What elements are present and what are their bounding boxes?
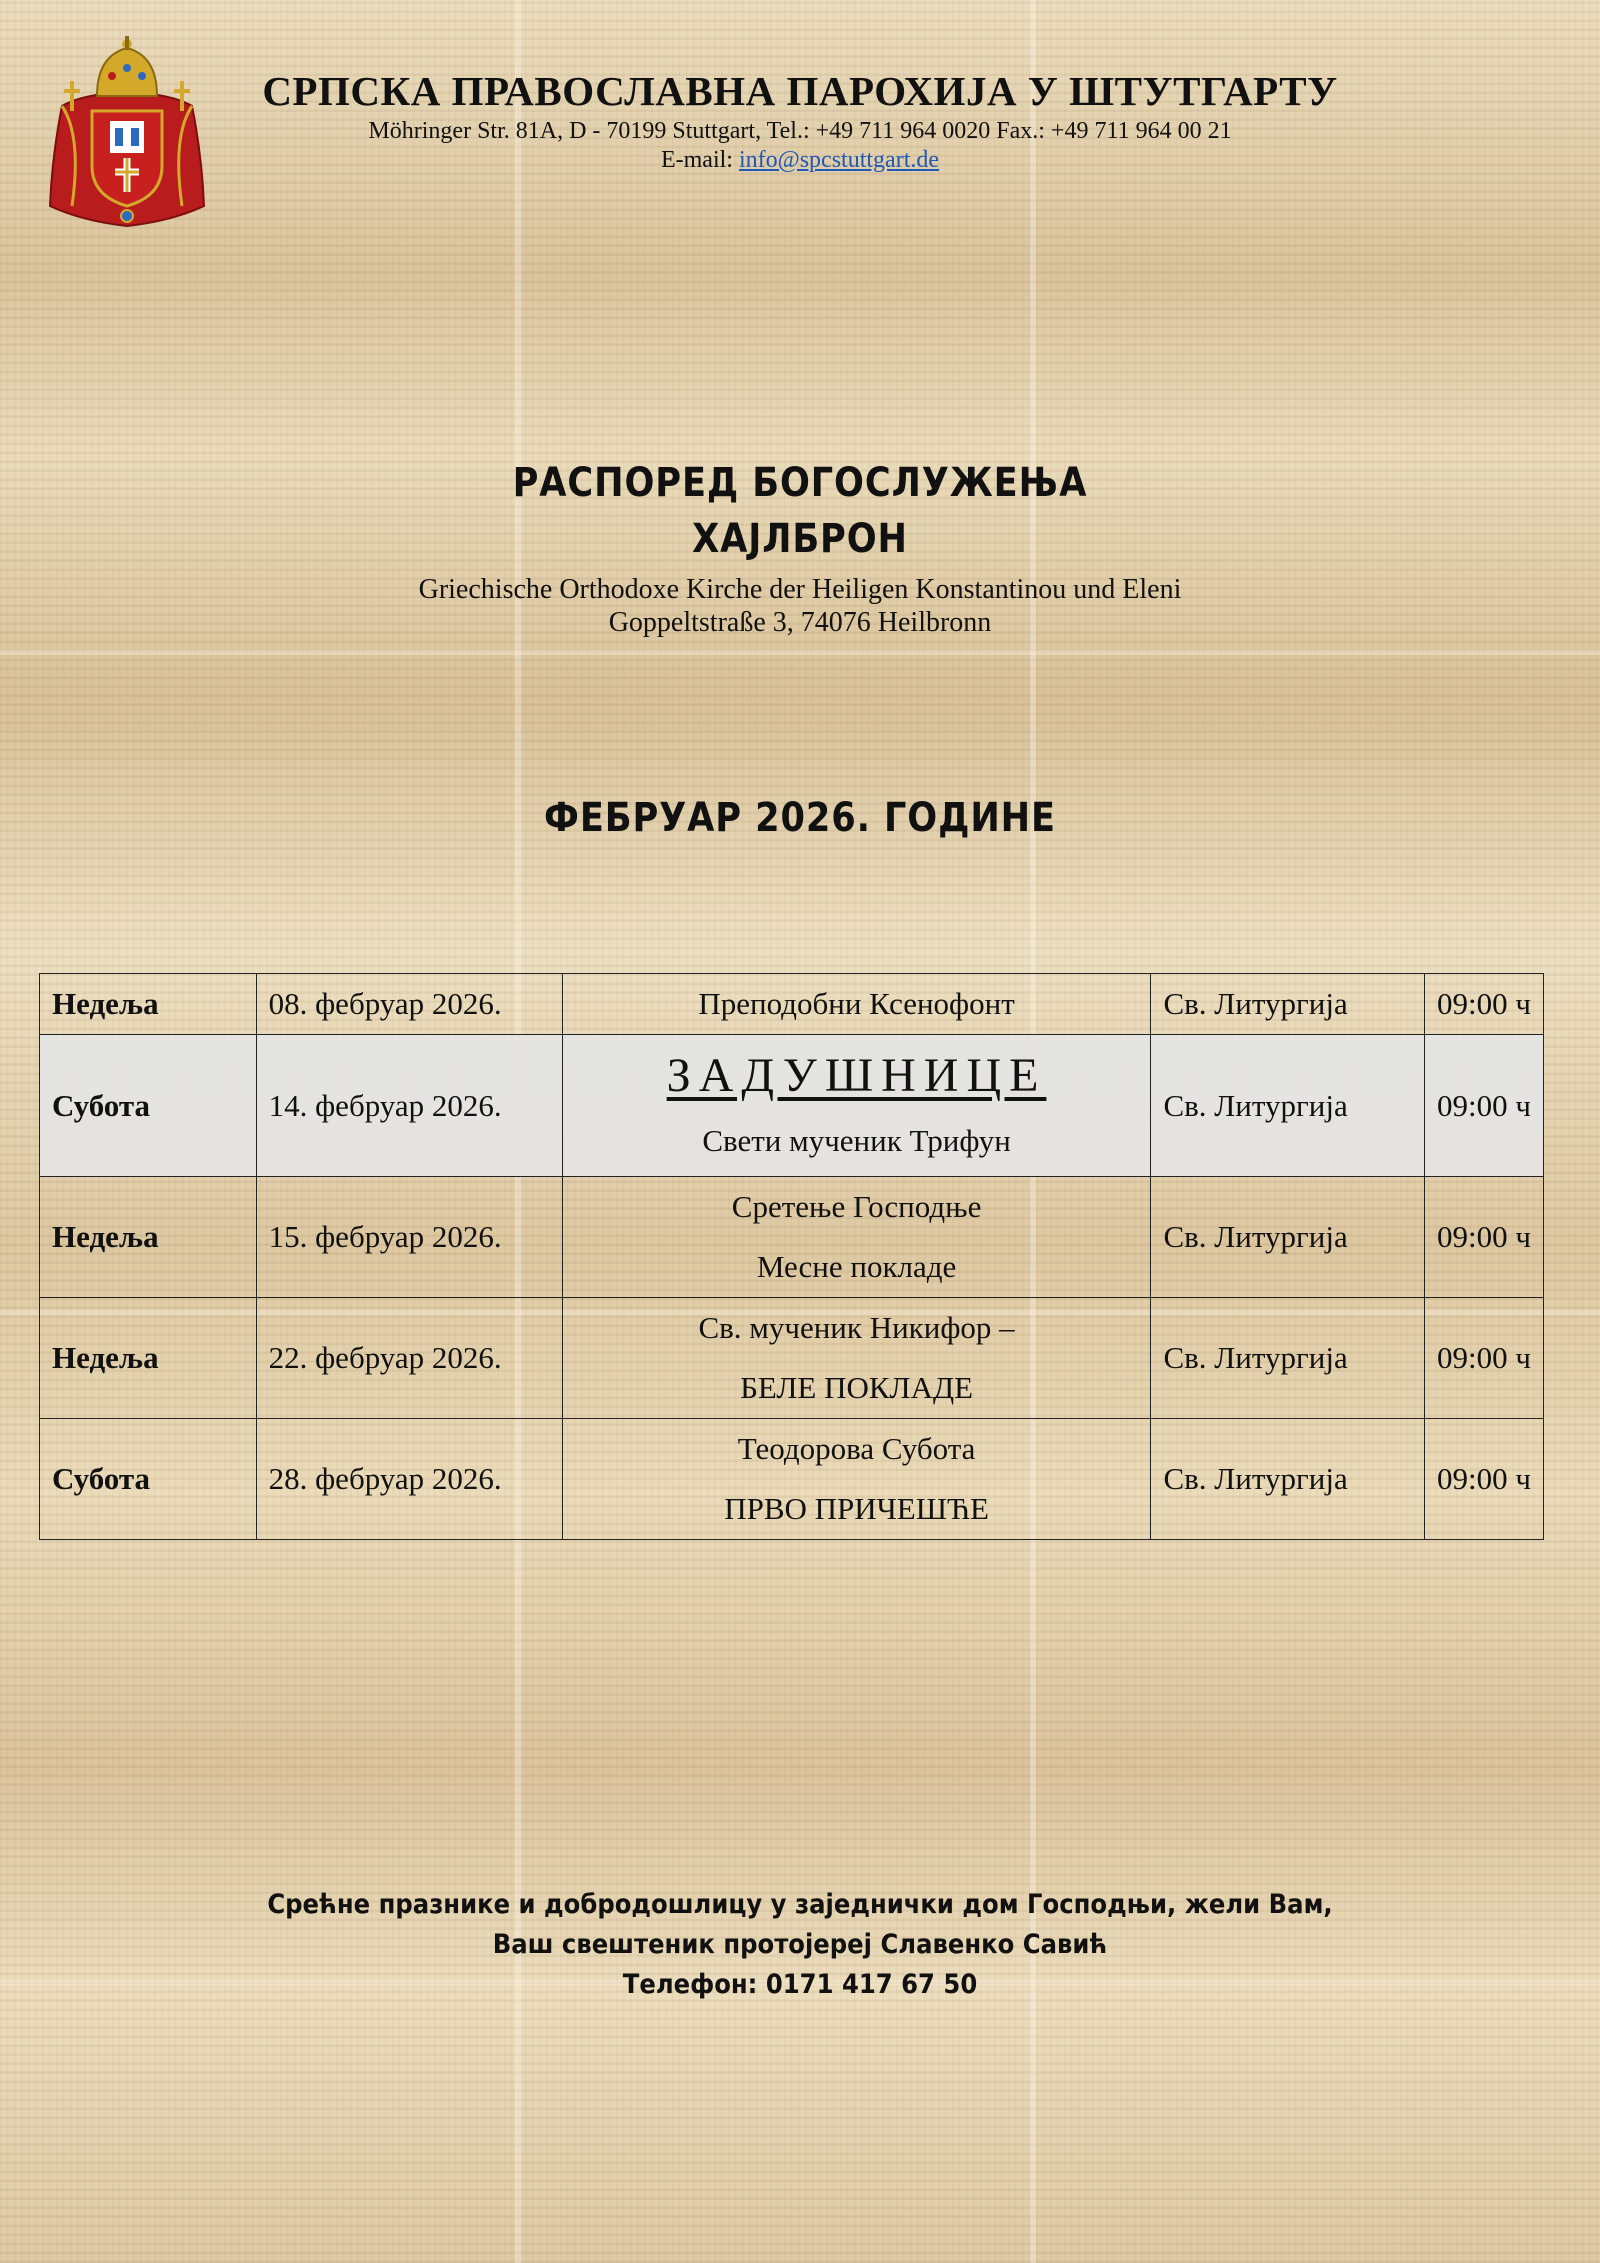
church-name: Griechische Orthodoxe Kirche der Heiligen Konstantinou und Eleni	[418, 574, 1182, 605]
feast-line: Преподобни Ксенофонт	[698, 986, 1015, 1021]
service-cell: Св. Литургија	[1151, 1419, 1425, 1540]
feast-cell	[562, 1298, 1151, 1419]
address-line: Möhringer Str. 81A, D - 70199 Stuttgart, Tel.: +49 711 964 0020 Fax.: +49 711 964 00 21	[368, 118, 1232, 145]
day-cell: Субота	[40, 1419, 257, 1540]
service-cell: Св. Литургија	[1151, 1177, 1425, 1298]
paper-fold	[0, 650, 1600, 655]
feast-cell	[562, 1419, 1151, 1540]
city-title: ХАЈЛБРОН	[692, 516, 908, 562]
feast-line: Сретење Господње	[731, 1189, 982, 1224]
table-row	[40, 1298, 1544, 1419]
feast-line: ПРВО ПРИЧЕШЋЕ	[724, 1491, 989, 1526]
time-cell: 09:00 ч	[1425, 974, 1544, 1035]
footer-greeting	[0, 1885, 1600, 2005]
feast-line: Теодорова Субота	[737, 1431, 976, 1466]
time-cell: 09:00 ч	[1425, 1177, 1544, 1298]
feast-cell	[562, 1177, 1151, 1298]
feast-line: Св. мученик Никифор –	[698, 1310, 1015, 1345]
table-row	[40, 1419, 1544, 1540]
day-cell: Недеља	[40, 1298, 257, 1419]
schedule-table	[39, 973, 1544, 1540]
date-cell: 15. фебруар 2026.	[256, 1177, 562, 1298]
feast-line: БЕЛЕ ПОКЛАДЕ	[740, 1370, 974, 1405]
email-link[interactable]: info@spcstuttgart.de	[738, 146, 940, 173]
table-row	[40, 974, 1544, 1035]
feast-cell	[562, 974, 1151, 1035]
parish-header	[230, 70, 1370, 175]
day-cell: Недеља	[40, 1177, 257, 1298]
email-line	[230, 146, 1370, 175]
phone-line: Телефон: 0171 417 67 50	[622, 1969, 978, 2000]
time-cell: 09:00 ч	[1425, 1298, 1544, 1419]
feast-cell	[562, 1035, 1151, 1177]
title-block	[0, 455, 1600, 639]
greeting-line: Срећне празнике и добродошлицу у заједнички дом Господњи, жели Вам,	[267, 1889, 1333, 1920]
feast-line: Месне покладе	[756, 1249, 957, 1284]
service-cell: Св. Литургија	[1151, 974, 1425, 1035]
date-cell: 28. фебруар 2026.	[256, 1419, 562, 1540]
date-cell: 22. фебруар 2026.	[256, 1298, 562, 1419]
month-heading: ФЕБРУАР 2026. ГОДИНЕ	[544, 795, 1056, 841]
organization-name: СРПСКА ПРАВОСЛАВНА ПАРОХИЈА У ШТУТГАРТУ	[262, 68, 1338, 114]
document-title: РАСПОРЕД БОГОСЛУЖЕЊА	[512, 460, 1088, 506]
table-row	[40, 1035, 1544, 1177]
service-cell: Св. Литургија	[1151, 1035, 1425, 1177]
time-cell: 09:00 ч	[1425, 1035, 1544, 1177]
church-address: Goppeltstraße 3, 74076 Heilbronn	[608, 607, 992, 638]
day-cell: Субота	[40, 1035, 257, 1177]
date-cell: 14. фебруар 2026.	[256, 1035, 562, 1177]
time-cell: 09:00 ч	[1425, 1419, 1544, 1540]
priest-line: Ваш свештеник протојереј Славенко Савић	[492, 1929, 1108, 1960]
email-label: E-mail:	[660, 146, 733, 173]
day-cell: Недеља	[40, 974, 257, 1035]
feast-line: Свети мученик Трифун	[702, 1122, 1011, 1158]
feast-title: ЗАДУШНИЦЕ	[666, 1048, 1047, 1102]
date-cell: 08. фебруар 2026.	[256, 974, 562, 1035]
service-cell: Св. Литургија	[1151, 1298, 1425, 1419]
church-coat-of-arms-icon	[42, 36, 212, 236]
table-row	[40, 1177, 1544, 1298]
